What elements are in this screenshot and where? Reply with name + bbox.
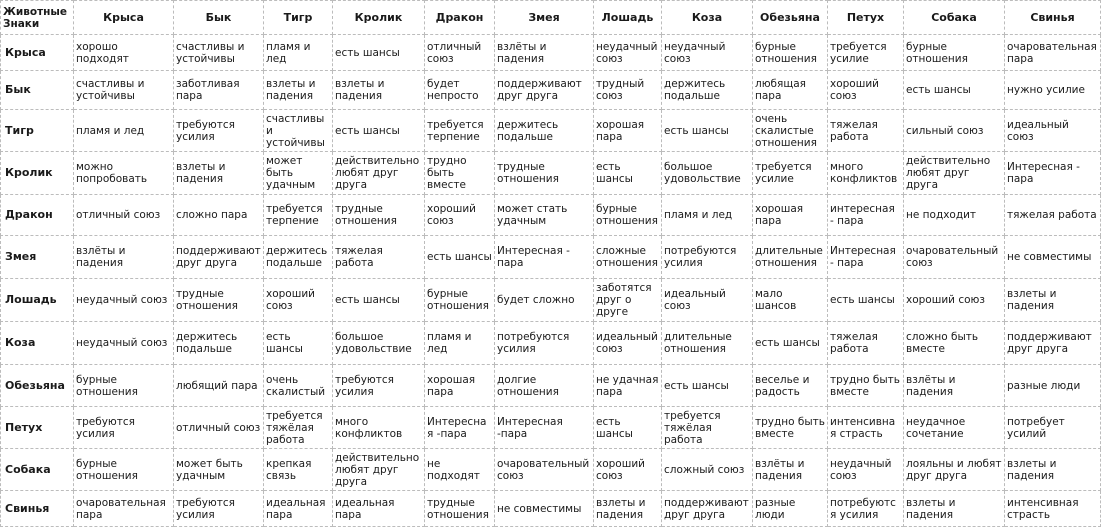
table-cell: неудачный союз: [828, 449, 904, 491]
row-header: Кролик: [1, 152, 74, 195]
table-cell: не подходят: [425, 449, 495, 491]
row-header: Змея: [1, 236, 74, 279]
column-header: Петух: [828, 1, 904, 35]
table-cell: длительные отношения: [753, 236, 828, 279]
table-cell: есть шансы: [828, 279, 904, 322]
table-cell: может быть удачным: [174, 449, 264, 491]
corner-label: Животные Знаки: [1, 1, 74, 35]
table-cell: сложно пара: [174, 195, 264, 236]
table-cell: неудачный союз: [74, 322, 174, 365]
table-cell: разные люди: [753, 491, 828, 527]
table-cell: бурные отношения: [74, 449, 174, 491]
table-row: [1, 110, 1101, 152]
table-row: [1, 449, 1101, 491]
table-cell: любящий пара: [174, 365, 264, 407]
table-cell: тяжелая работа: [828, 110, 904, 152]
row-header: Свинья: [1, 491, 74, 527]
table-cell: взлеты и падения: [594, 491, 662, 527]
table-cell: требуются усилия: [74, 407, 174, 449]
table-cell: пламя и лед: [662, 195, 753, 236]
table-cell: взлёты и падения: [753, 449, 828, 491]
table-cell: интенсивная страсть: [1005, 491, 1101, 527]
table-cell: требуется терпение: [264, 195, 333, 236]
table-cell: очаровательный союз: [904, 236, 1005, 279]
column-header: Собака: [904, 1, 1005, 35]
table-cell: может стать удачным: [495, 195, 594, 236]
table-cell: есть шансы: [662, 110, 753, 152]
table-cell: долгие отношения: [495, 365, 594, 407]
row-header: Дракон: [1, 195, 74, 236]
table-cell: нужно усилие: [1005, 71, 1101, 110]
table-cell: трудно быть вместе: [828, 365, 904, 407]
table-cell: неудачный союз: [594, 35, 662, 71]
table-cell: трудно быть вместе: [753, 407, 828, 449]
table-cell: пламя и лед: [74, 110, 174, 152]
table-cell: потребуются усилия: [495, 322, 594, 365]
table-cell: хорошая пара: [594, 110, 662, 152]
table-cell: действительно любят друг друга: [904, 152, 1005, 195]
table-cell: не удачная пара: [594, 365, 662, 407]
table-cell: требуется терпение: [425, 110, 495, 152]
table-cell: требуется усилие: [753, 152, 828, 195]
table-cell: трудные отношения: [333, 195, 425, 236]
table-cell: интересная - пара: [828, 195, 904, 236]
table-cell: Интересная - пара: [1005, 152, 1101, 195]
table-cell: Интересная -пара: [425, 407, 495, 449]
table-cell: счастливы и устойчивы: [174, 35, 264, 71]
table-cell: интенсивная страсть: [828, 407, 904, 449]
table-cell: взлеты и падения: [174, 152, 264, 195]
table-cell: неудачное сочетание: [904, 407, 1005, 449]
table-cell: будет непросто: [425, 71, 495, 110]
table-cell: Интересная -пара: [495, 407, 594, 449]
table-cell: отличный союз: [174, 407, 264, 449]
row-header: Тигр: [1, 110, 74, 152]
column-header: Коза: [662, 1, 753, 35]
table-cell: поддерживают друг друга: [495, 71, 594, 110]
row-header: Собака: [1, 449, 74, 491]
table-cell: есть шансы: [753, 322, 828, 365]
table-cell: действительно любят друг друга: [333, 152, 425, 195]
table-cell: требуется тяжёлая работа: [264, 407, 333, 449]
table-cell: очаровательная пара: [1005, 35, 1101, 71]
table-cell: неудачный союз: [662, 35, 753, 71]
table-cell: взлеты и падения: [333, 71, 425, 110]
table-cell: хороший союз: [425, 195, 495, 236]
table-cell: длительные отношения: [662, 322, 753, 365]
row-header: Крыса: [1, 35, 74, 71]
row-header: Лошадь: [1, 279, 74, 322]
table-cell: трудный союз: [594, 71, 662, 110]
table-cell: требуются усилия: [174, 110, 264, 152]
table-cell: хорошая пара: [753, 195, 828, 236]
table-cell: есть шансы: [264, 322, 333, 365]
row-header: Бык: [1, 71, 74, 110]
table-cell: есть шансы: [333, 279, 425, 322]
table-cell: хороший союз: [594, 449, 662, 491]
row-header: Коза: [1, 322, 74, 365]
table-cell: не подходит: [904, 195, 1005, 236]
table-cell: тяжелая работа: [828, 322, 904, 365]
table-cell: бурные отношения: [74, 365, 174, 407]
table-cell: хорошая пара: [425, 365, 495, 407]
table-cell: заботятся друг о друге: [594, 279, 662, 322]
table-cell: сложный союз: [662, 449, 753, 491]
table-cell: тяжелая работа: [1005, 195, 1101, 236]
table-cell: взлёты и падения: [904, 365, 1005, 407]
table-cell: можно попробовать: [74, 152, 174, 195]
table-cell: идеальная пара: [264, 491, 333, 527]
table-cell: бурные отношения: [753, 35, 828, 71]
table-cell: отличный союз: [74, 195, 174, 236]
table-row: [1, 491, 1101, 527]
table-cell: хорошо подходят: [74, 35, 174, 71]
column-header: Дракон: [425, 1, 495, 35]
table-cell: держитесь подальше: [662, 71, 753, 110]
column-header: Тигр: [264, 1, 333, 35]
table-cell: бурные отношения: [594, 195, 662, 236]
table-cell: поддерживают друг друга: [1005, 322, 1101, 365]
table-cell: потребует усилий: [1005, 407, 1101, 449]
table-cell: может быть удачным: [264, 152, 333, 195]
column-header: Бык: [174, 1, 264, 35]
table-cell: требуются усилия: [174, 491, 264, 527]
table-row: [1, 195, 1101, 236]
table-cell: взлеты и падения: [1005, 279, 1101, 322]
table-cell: сильный союз: [904, 110, 1005, 152]
table-cell: требуются усилия: [333, 365, 425, 407]
table-cell: лояльны и любят друг друга: [904, 449, 1005, 491]
table-row: [1, 71, 1101, 110]
table-cell: очаровательная пара: [74, 491, 174, 527]
table-cell: действительно любят друг друга: [333, 449, 425, 491]
table-cell: взлеты и падения: [264, 71, 333, 110]
table-cell: трудные отношения: [174, 279, 264, 322]
column-header: Кролик: [333, 1, 425, 35]
table-cell: пламя и лед: [264, 35, 333, 71]
table-cell: тяжелая работа: [333, 236, 425, 279]
table-cell: требуется усилие: [828, 35, 904, 71]
table-cell: пламя и лед: [425, 322, 495, 365]
table-cell: трудные отношения: [425, 491, 495, 527]
row-header: Обезьяна: [1, 365, 74, 407]
table-cell: есть шансы: [333, 110, 425, 152]
table-cell: сложно быть вместе: [904, 322, 1005, 365]
table-cell: взлеты и падения: [904, 491, 1005, 527]
row-header: Петух: [1, 407, 74, 449]
table-cell: хороший союз: [264, 279, 333, 322]
table-cell: есть шансы: [904, 71, 1005, 110]
table-cell: держитесь подальше: [264, 236, 333, 279]
table-cell: много конфликтов: [333, 407, 425, 449]
table-cell: хороший союз: [904, 279, 1005, 322]
table-cell: не совместимы: [1005, 236, 1101, 279]
table-cell: мало шансов: [753, 279, 828, 322]
table-cell: трудные отношения: [495, 152, 594, 195]
table-cell: идеальный союз: [662, 279, 753, 322]
table-cell: счастливы и устойчивы: [264, 110, 333, 152]
table-cell: Интересная - пара: [828, 236, 904, 279]
table-cell: идеальный союз: [594, 322, 662, 365]
table-cell: требуется тяжёлая работа: [662, 407, 753, 449]
table-cell: веселье и радость: [753, 365, 828, 407]
table-row: [1, 236, 1101, 279]
table-cell: очаровательный союз: [495, 449, 594, 491]
table-cell: бурные отношения: [904, 35, 1005, 71]
column-header: Свинья: [1005, 1, 1101, 35]
table-row: [1, 322, 1101, 365]
table-cell: потребуются усилия: [828, 491, 904, 527]
table-cell: отличный союз: [425, 35, 495, 71]
table-cell: очень скалистый: [264, 365, 333, 407]
table-row: [1, 407, 1101, 449]
column-header: Змея: [495, 1, 594, 35]
table-cell: есть шансы: [594, 407, 662, 449]
table-cell: потребуются усилия: [662, 236, 753, 279]
column-header: Крыса: [74, 1, 174, 35]
table-cell: любящая пара: [753, 71, 828, 110]
table-cell: есть шансы: [662, 365, 753, 407]
table-cell: есть шансы: [425, 236, 495, 279]
table-cell: идеальная пара: [333, 491, 425, 527]
table-cell: держитесь подальше: [174, 322, 264, 365]
table-cell: много конфликтов: [828, 152, 904, 195]
table-cell: поддерживают друг друга: [174, 236, 264, 279]
table-cell: есть шансы: [333, 35, 425, 71]
column-header: Лошадь: [594, 1, 662, 35]
table-cell: хороший союз: [828, 71, 904, 110]
table-cell: неудачный союз: [74, 279, 174, 322]
header-row: [1, 1, 1101, 35]
table-cell: идеальный союз: [1005, 110, 1101, 152]
table-cell: очень скалистые отношения: [753, 110, 828, 152]
table-cell: большое удовольствие: [333, 322, 425, 365]
table-cell: трудно быть вместе: [425, 152, 495, 195]
table-row: [1, 365, 1101, 407]
table-cell: взлёты и падения: [495, 35, 594, 71]
table-cell: счастливы и устойчивы: [74, 71, 174, 110]
table-row: [1, 35, 1101, 71]
table-cell: разные люди: [1005, 365, 1101, 407]
column-header: Обезьяна: [753, 1, 828, 35]
table-row: [1, 152, 1101, 195]
table-cell: будет сложно: [495, 279, 594, 322]
table-cell: крепкая связь: [264, 449, 333, 491]
table-cell: Интересная - пара: [495, 236, 594, 279]
table-row: [1, 279, 1101, 322]
table-cell: взлёты и падения: [74, 236, 174, 279]
table-cell: держитесь подальше: [495, 110, 594, 152]
table-cell: заботливая пара: [174, 71, 264, 110]
table-cell: не совместимы: [495, 491, 594, 527]
table-cell: есть шансы: [594, 152, 662, 195]
table-cell: взлеты и падения: [1005, 449, 1101, 491]
table-cell: поддерживают друг друга: [662, 491, 753, 527]
table-cell: большое удовольствие: [662, 152, 753, 195]
table-cell: сложные отношения: [594, 236, 662, 279]
table-cell: бурные отношения: [425, 279, 495, 322]
